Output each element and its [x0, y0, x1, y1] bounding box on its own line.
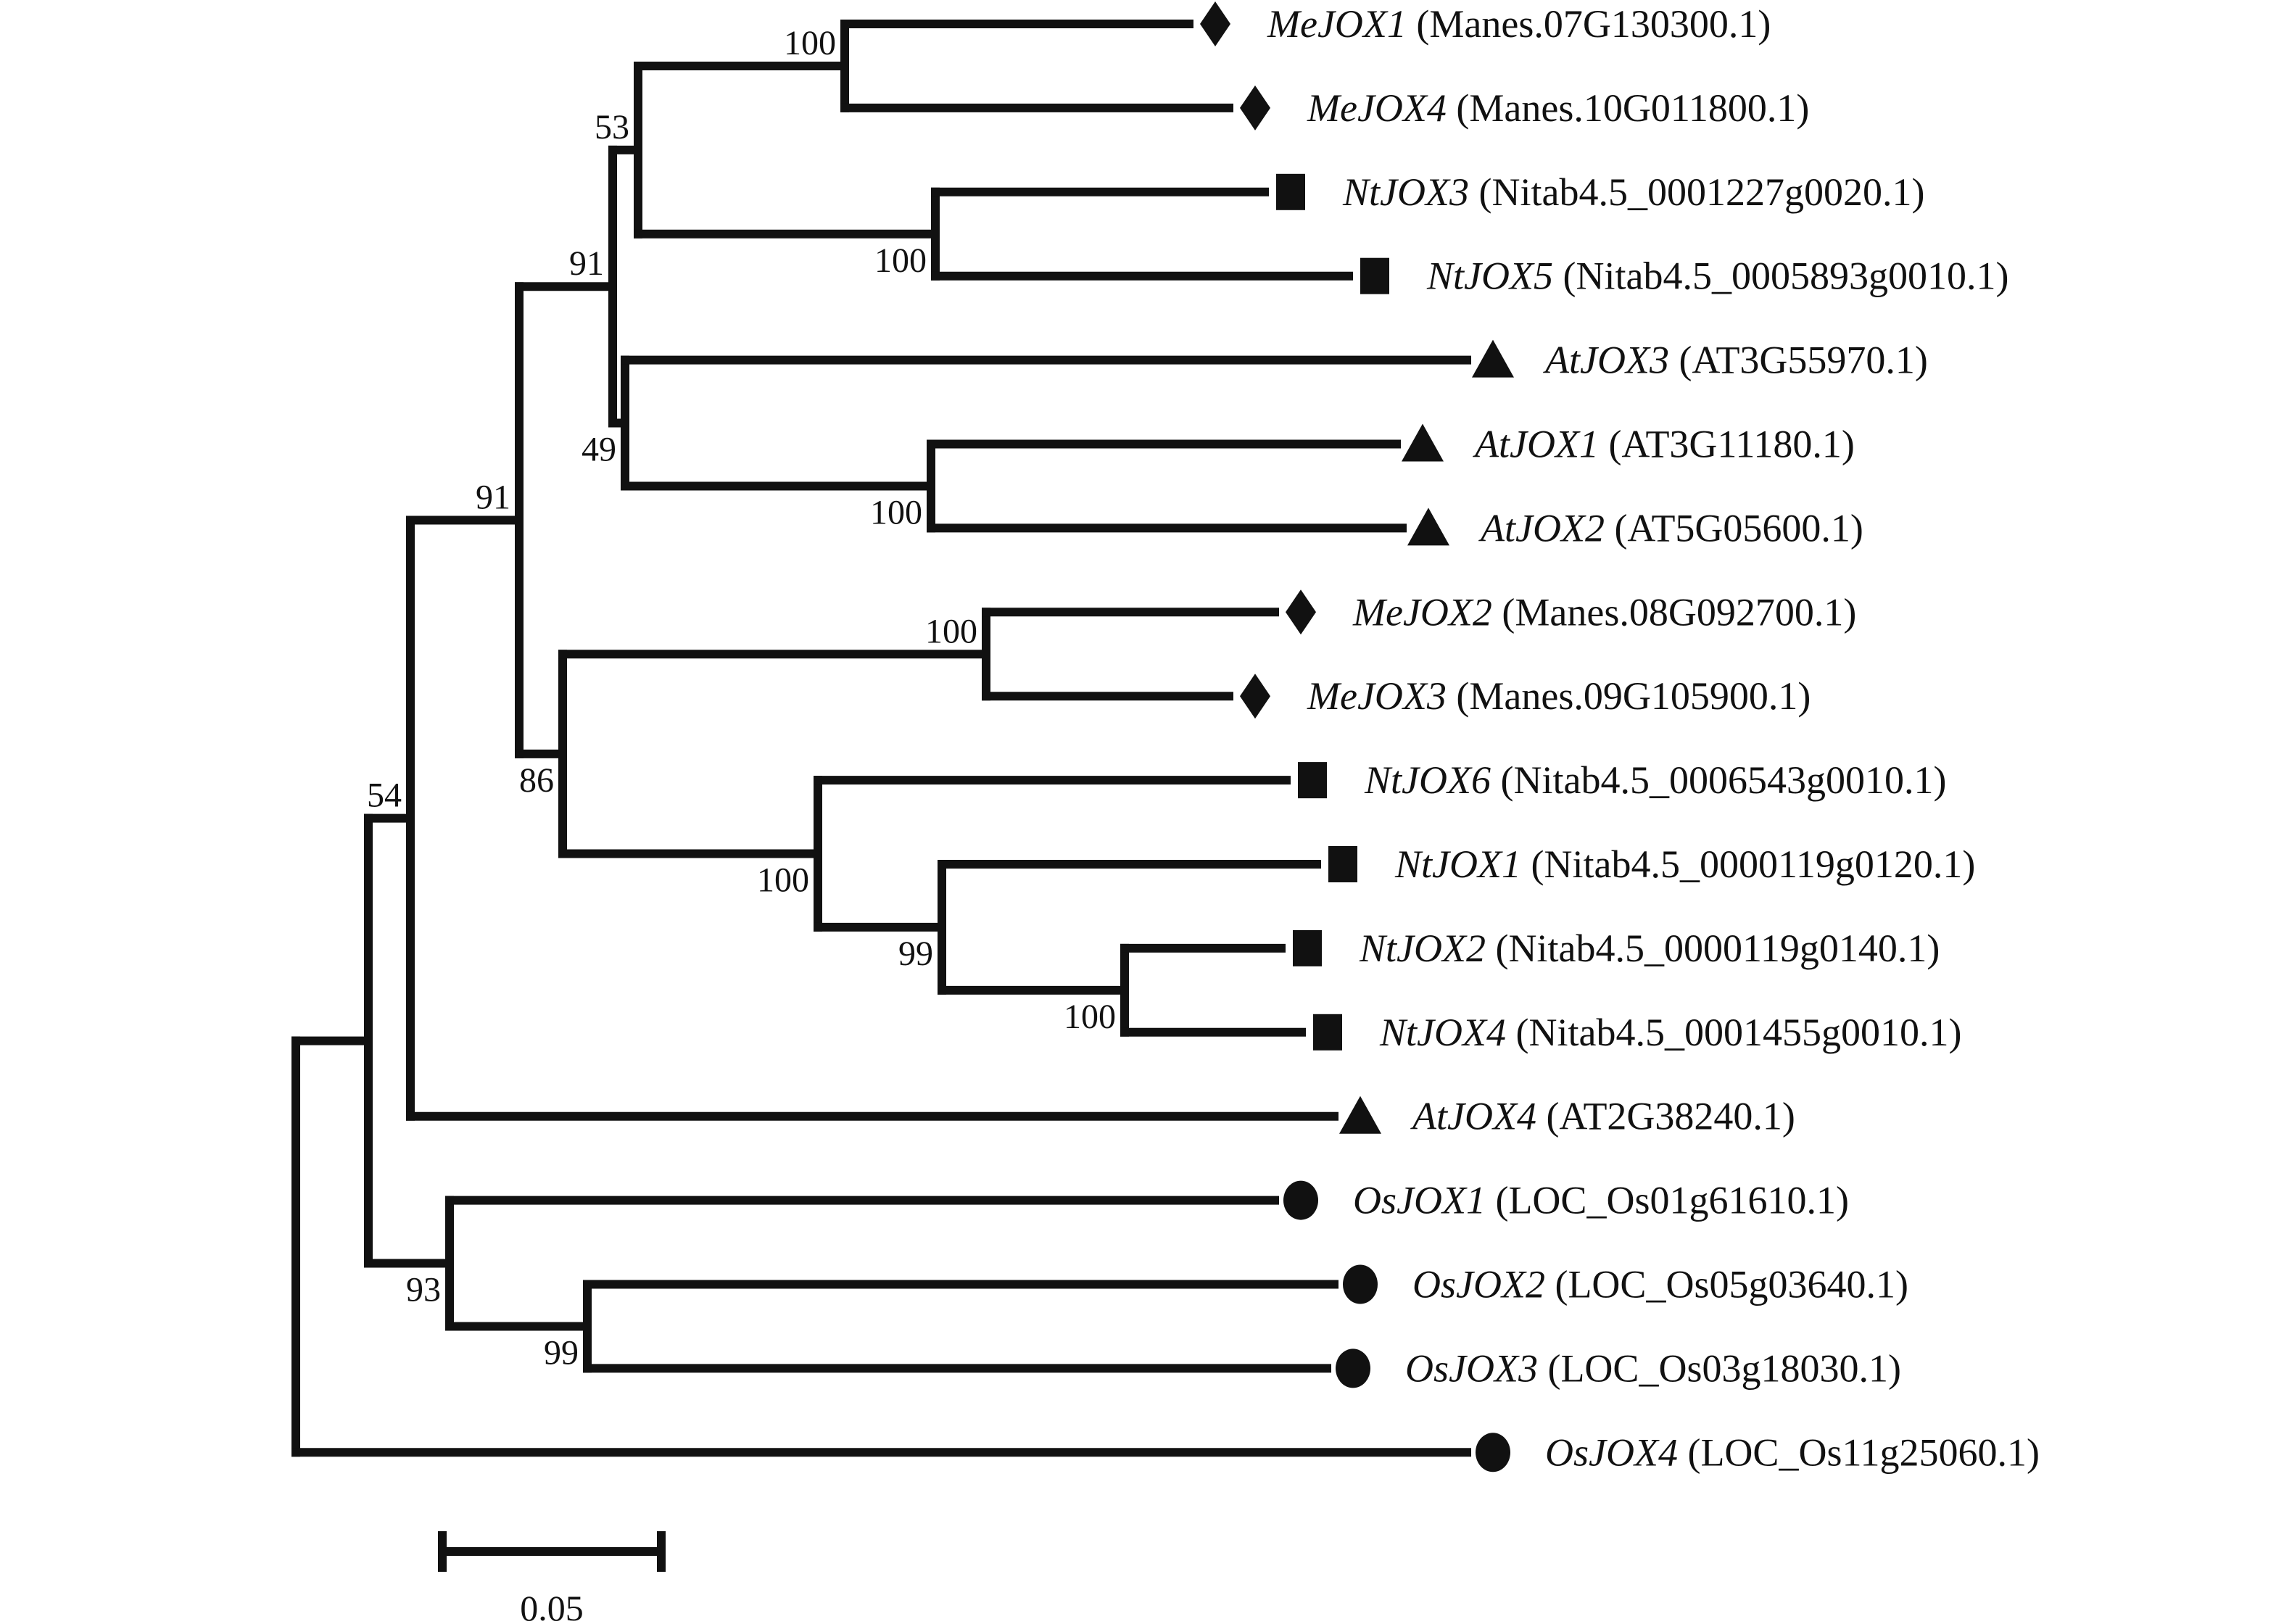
triangle-icon	[1407, 508, 1449, 545]
leaf-label	[1342, 170, 1924, 214]
gene-name: MeJOX4	[1307, 86, 1457, 130]
leaf-label	[1473, 423, 1855, 466]
tree-branches	[296, 24, 1467, 1452]
square-icon	[1313, 1014, 1342, 1051]
gene-name: OsJOX2	[1412, 1262, 1555, 1306]
accession-id: (Nitab4.5_0001455g0010.1)	[1515, 1010, 1962, 1054]
leaf-label	[1410, 1095, 1795, 1138]
scale-bar-label: 0.05	[520, 1588, 584, 1624]
triangle-icon	[1402, 424, 1444, 462]
gene-name: NtJOX2	[1360, 926, 1496, 970]
accession-id: (LOC_Os05g03640.1)	[1555, 1262, 1908, 1306]
triangle-icon	[1472, 340, 1514, 378]
gene-name: MeJOX2	[1353, 590, 1502, 634]
leaf-label	[1478, 506, 1863, 550]
square-icon	[1360, 258, 1389, 294]
leaf-label	[1545, 1430, 2040, 1474]
diamond-icon	[1286, 589, 1316, 634]
triangle-icon	[1339, 1096, 1381, 1134]
accession-id: (LOC_Os01g61610.1)	[1495, 1178, 1849, 1222]
leaf-label	[1394, 842, 1975, 886]
bootstrap-value: 100	[874, 241, 927, 280]
circle-icon	[1283, 1181, 1318, 1220]
bootstrap-value: 100	[757, 861, 809, 900]
circle-icon	[1343, 1265, 1378, 1304]
accession-id: (AT5G05600.1)	[1614, 506, 1863, 550]
accession-id: (Manes.09G105900.1)	[1456, 674, 1811, 718]
leaf-label	[1353, 1179, 1849, 1222]
gene-name: AtJOX3	[1545, 338, 1679, 382]
bootstrap-value: 54	[367, 776, 402, 815]
bootstrap-value: 100	[925, 612, 977, 651]
accession-id: (LOC_Os11g25060.1)	[1687, 1430, 2040, 1475]
leaf-markers	[1200, 1, 1514, 1472]
gene-name: AtJOX2	[1481, 506, 1615, 550]
accession-id: (Nitab4.5_0000119g0120.1)	[1531, 842, 1976, 886]
accession-id: (Manes.08G092700.1)	[1502, 590, 1857, 634]
diamond-icon	[1200, 1, 1230, 46]
accession-id: (AT3G55970.1)	[1679, 338, 1928, 382]
square-icon	[1328, 846, 1357, 882]
leaf-label	[1307, 674, 1811, 718]
gene-name: NtJOX6	[1365, 758, 1501, 803]
gene-name: OsJOX3	[1405, 1346, 1548, 1391]
gene-name: OsJOX1	[1353, 1178, 1496, 1222]
diamond-icon	[1240, 674, 1270, 718]
leaf-label	[1352, 590, 1856, 634]
circle-icon	[1336, 1348, 1370, 1388]
accession-id: (Nitab4.5_0001227g0020.1)	[1478, 170, 1925, 214]
accession-id: (Nitab4.5_0006543g0010.1)	[1500, 758, 1947, 803]
square-icon	[1298, 762, 1327, 798]
leaf-label	[1307, 86, 1809, 130]
accession-id: (Nitab4.5_0000119g0140.1)	[1495, 926, 1940, 970]
square-icon	[1276, 174, 1305, 210]
gene-name: MeJOX1	[1267, 2, 1417, 46]
leaf-label	[1359, 927, 1940, 970]
accession-id: (Nitab4.5_0005893g0010.1)	[1563, 254, 2009, 298]
gene-name: NtJOX4	[1380, 1010, 1516, 1054]
leaf-label	[1379, 1011, 1961, 1054]
bootstrap-value: 100	[784, 23, 836, 62]
leaf-label	[1412, 1263, 1908, 1306]
gene-name: AtJOX1	[1475, 422, 1609, 466]
bootstrap-value: 86	[519, 761, 554, 800]
bootstrap-value: 99	[544, 1333, 579, 1372]
gene-name: NtJOX1	[1395, 842, 1531, 886]
scale-bar	[442, 1531, 661, 1624]
bootstrap-value: 91	[476, 478, 510, 517]
bootstrap-value: 100	[1064, 997, 1116, 1036]
bootstrap-value: 99	[898, 934, 933, 973]
bootstrap-value: 91	[569, 244, 604, 283]
bootstrap-value: 100	[870, 493, 922, 532]
accession-id: (AT3G11180.1)	[1608, 422, 1855, 466]
tree-labels	[367, 2, 2040, 1474]
bootstrap-value: 53	[595, 107, 629, 146]
gene-name: OsJOX4	[1545, 1430, 1688, 1475]
bootstrap-value: 93	[406, 1270, 441, 1309]
leaf-label	[1405, 1346, 1901, 1390]
gene-name: NtJOX5	[1427, 254, 1563, 298]
accession-id: (Manes.10G011800.1)	[1456, 86, 1810, 130]
bootstrap-value: 49	[582, 430, 616, 469]
leaf-label	[1426, 254, 2008, 298]
leaf-label	[1267, 2, 1771, 46]
gene-name: AtJOX4	[1412, 1094, 1547, 1138]
accession-id: (Manes.07G130300.1)	[1416, 2, 1771, 46]
accession-id: (LOC_Os03g18030.1)	[1547, 1346, 1901, 1391]
accession-id: (AT2G38240.1)	[1546, 1094, 1795, 1138]
leaf-label	[1543, 339, 1928, 382]
gene-name: NtJOX3	[1343, 170, 1479, 214]
square-icon	[1293, 930, 1322, 966]
diamond-icon	[1240, 86, 1270, 130]
circle-icon	[1476, 1433, 1510, 1472]
gene-name: MeJOX3	[1307, 674, 1457, 718]
leaf-label	[1364, 758, 1946, 802]
